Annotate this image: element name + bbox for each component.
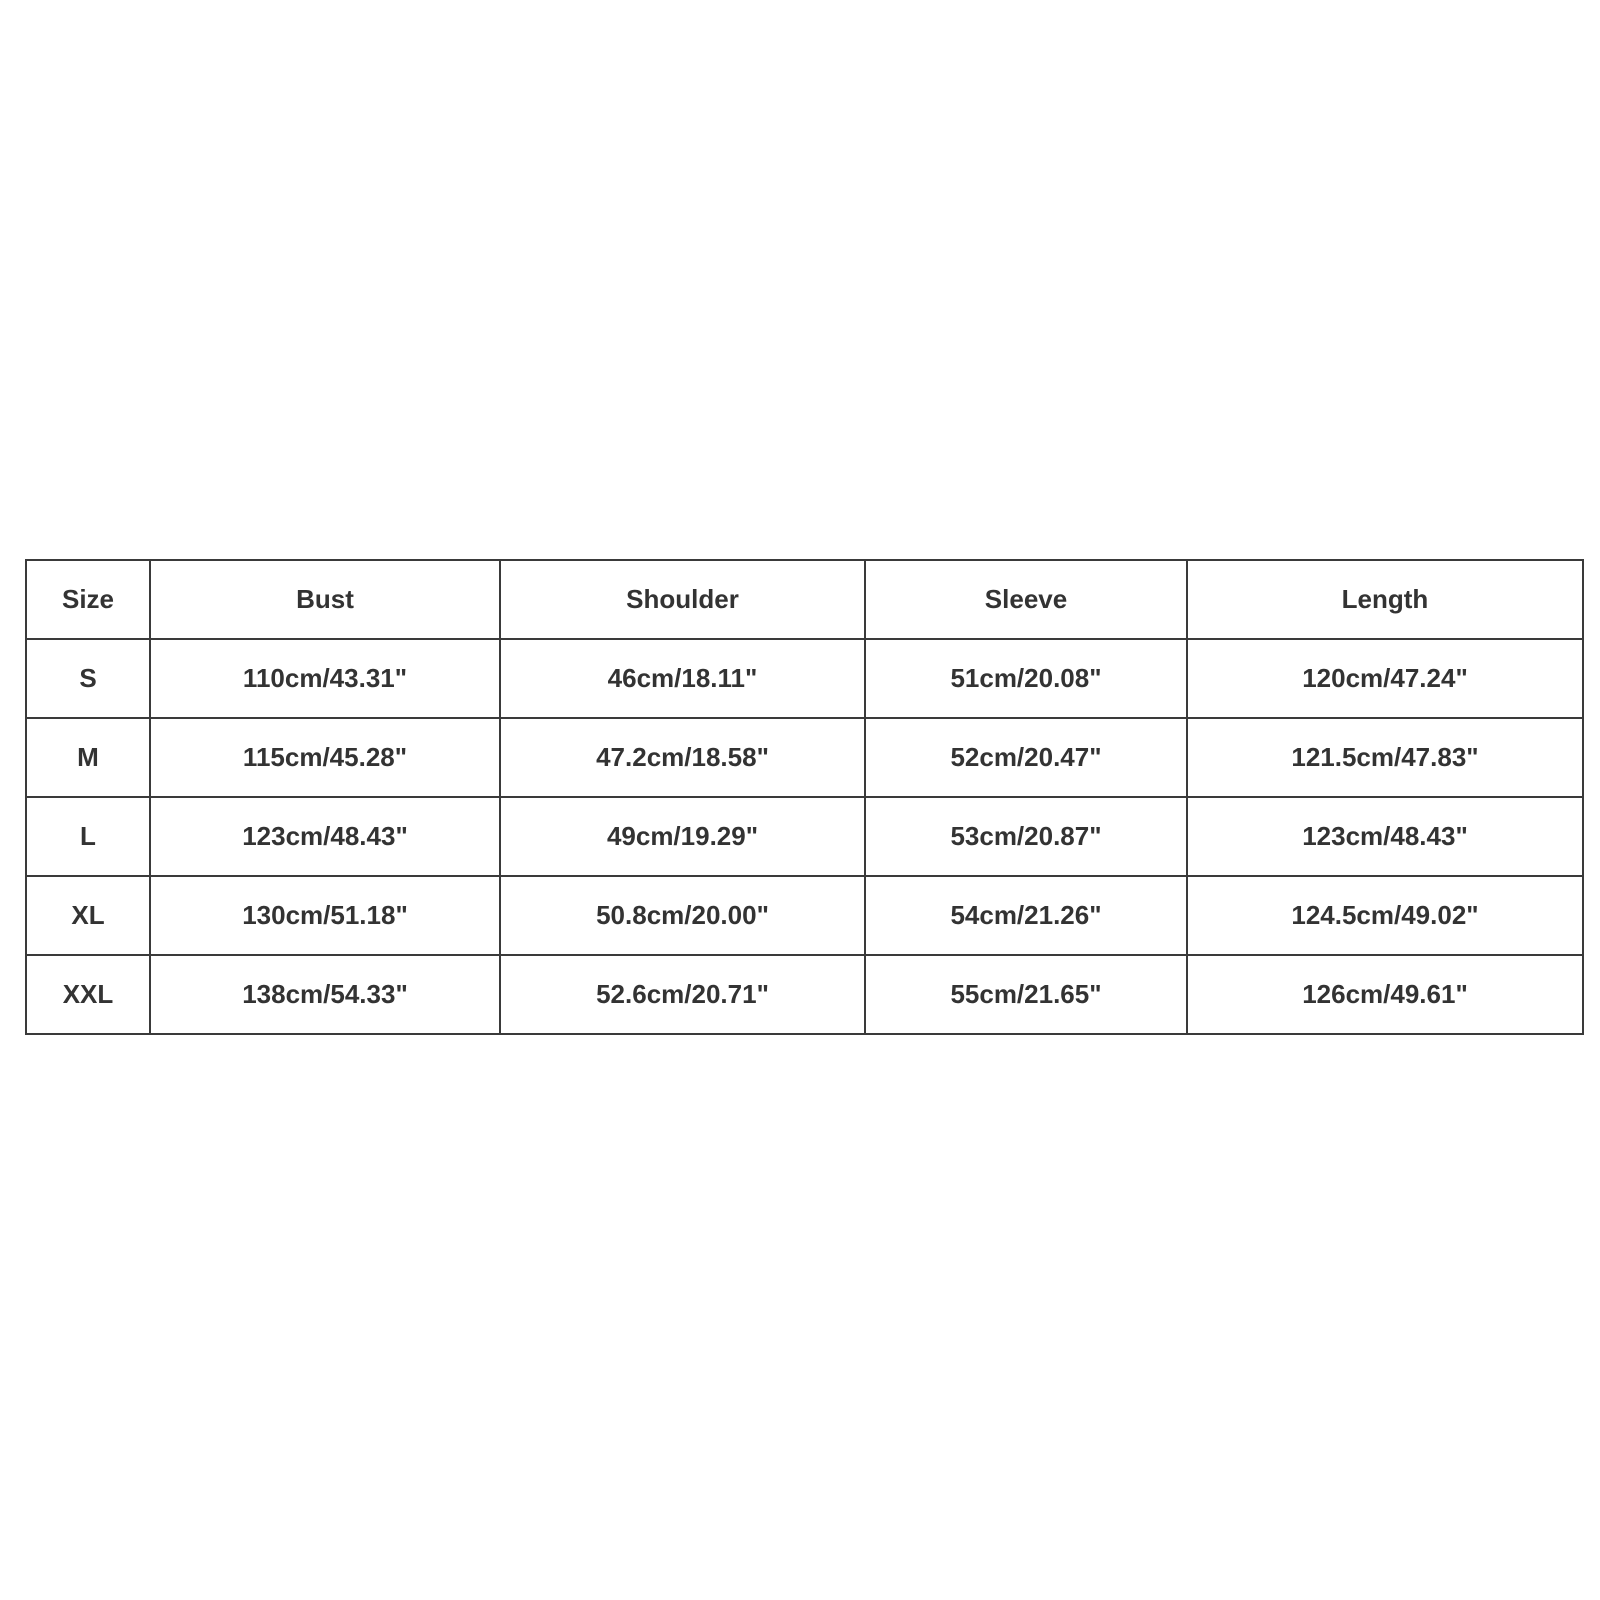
header-bust: Bust xyxy=(150,560,500,639)
cell-bust: 110cm/43.31" xyxy=(150,639,500,718)
cell-shoulder: 52.6cm/20.71" xyxy=(500,955,865,1034)
header-row xyxy=(26,560,1583,639)
size-chart-table xyxy=(25,559,1584,1035)
cell-length: 123cm/48.43" xyxy=(1187,797,1583,876)
cell-shoulder: 49cm/19.29" xyxy=(500,797,865,876)
cell-length: 120cm/47.24" xyxy=(1187,639,1583,718)
cell-sleeve: 53cm/20.87" xyxy=(865,797,1187,876)
cell-bust: 130cm/51.18" xyxy=(150,876,500,955)
cell-sleeve: 52cm/20.47" xyxy=(865,718,1187,797)
cell-sleeve: 54cm/21.26" xyxy=(865,876,1187,955)
cell-shoulder: 47.2cm/18.58" xyxy=(500,718,865,797)
cell-size: M xyxy=(26,718,150,797)
cell-shoulder: 46cm/18.11" xyxy=(500,639,865,718)
cell-size: S xyxy=(26,639,150,718)
table-row xyxy=(26,718,1583,797)
cell-sleeve: 55cm/21.65" xyxy=(865,955,1187,1034)
header-shoulder: Shoulder xyxy=(500,560,865,639)
table-row xyxy=(26,955,1583,1034)
cell-bust: 138cm/54.33" xyxy=(150,955,500,1034)
header-size: Size xyxy=(26,560,150,639)
table-row xyxy=(26,876,1583,955)
cell-length: 124.5cm/49.02" xyxy=(1187,876,1583,955)
cell-size: L xyxy=(26,797,150,876)
cell-size: XL xyxy=(26,876,150,955)
cell-size: XXL xyxy=(26,955,150,1034)
cell-sleeve: 51cm/20.08" xyxy=(865,639,1187,718)
header-length: Length xyxy=(1187,560,1583,639)
cell-length: 126cm/49.61" xyxy=(1187,955,1583,1034)
table-row xyxy=(26,797,1583,876)
cell-shoulder: 50.8cm/20.00" xyxy=(500,876,865,955)
cell-length: 121.5cm/47.83" xyxy=(1187,718,1583,797)
table-row xyxy=(26,639,1583,718)
cell-bust: 123cm/48.43" xyxy=(150,797,500,876)
cell-bust: 115cm/45.28" xyxy=(150,718,500,797)
header-sleeve: Sleeve xyxy=(865,560,1187,639)
